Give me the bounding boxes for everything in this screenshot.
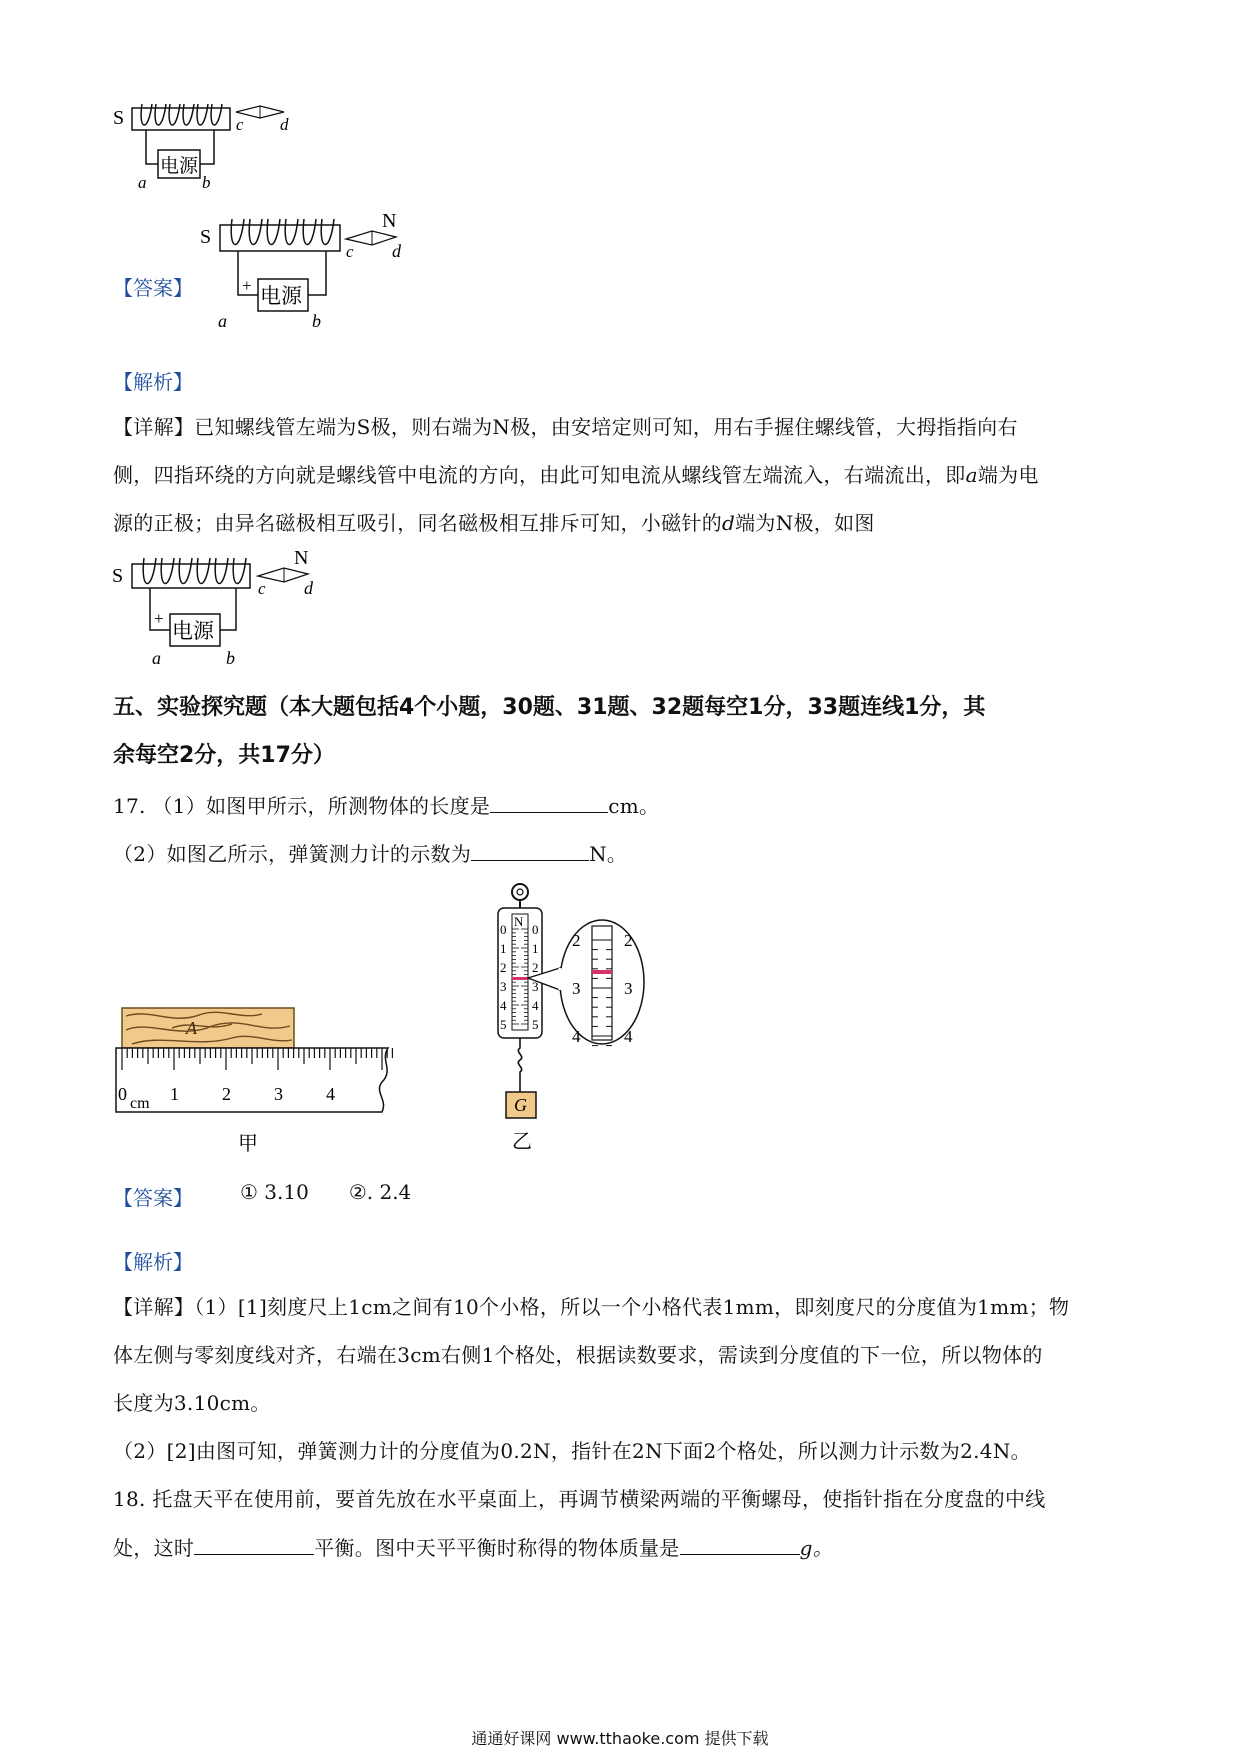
detail-label: 【详解】 <box>113 1295 195 1319</box>
section-heading-line-1: 五、实验探究题（本大题包括4个小题，30题、31题、32题每空1分，33题连线1分，其 <box>113 695 986 720</box>
spring-balance-figure-yi <box>478 882 668 1162</box>
ruler-tick-2: 2 <box>222 1084 231 1104</box>
scale-right-4: 4 <box>532 998 539 1013</box>
zoom-right-2: 2 <box>624 931 633 950</box>
figure-caption-jia: 甲 <box>238 1133 258 1155</box>
q18-text: 处，这时 <box>113 1536 195 1560</box>
zoom-pointer <box>592 970 612 974</box>
q18-text: 平衡。图中天平平衡时称得的物体质量是 <box>314 1536 680 1560</box>
answer-blank <box>194 1534 314 1555</box>
detail-text-line: （1）[1]刻度尺上1cm之间有10个小格，所以一个小格代表1mm，即刻度尺的分度值为1mm；物 <box>194 1295 1070 1319</box>
scale-left-0: 0 <box>500 922 507 937</box>
ruler-tick-3: 3 <box>274 1084 283 1104</box>
zoom-right-4: 4 <box>624 1027 633 1046</box>
terminal-a-label: a <box>152 648 161 668</box>
unit-label: g。 <box>799 1536 834 1560</box>
variable-a: a <box>965 463 978 487</box>
terminal-b-label: b <box>226 648 235 668</box>
q17-detail-3: 长度为3.10cm。 <box>113 1391 271 1415</box>
needle-c-label: c <box>258 579 266 598</box>
detail-text-line: 已知螺线管左端为S极，则右端为N极，由安培定则可知，用右手握住螺线管，大拇指指向右 <box>194 415 1018 439</box>
detail-text-line: 端为N极，如图 <box>735 511 875 535</box>
detail-label: 【详解】 <box>113 415 195 439</box>
zoom-left-3: 3 <box>572 979 581 998</box>
terminal-b-label: b <box>312 311 321 331</box>
needle-d-label: d <box>304 578 313 598</box>
q18-line-1: 18. 托盘天平在使用前，要首先放在水平桌面上，再调节横梁两端的平衡螺母，使指针指在分度盘的中线 <box>113 1487 1046 1511</box>
needle-c-label: c <box>346 242 354 261</box>
object-label-a: A <box>186 1018 197 1038</box>
scale-right-1: 1 <box>532 941 539 956</box>
plus-sign: + <box>154 609 164 628</box>
plus-sign: + <box>242 276 252 295</box>
scale-right-0: 0 <box>532 922 539 937</box>
scale-right-5: 5 <box>532 1017 539 1032</box>
unit-label: cm。 <box>608 794 660 818</box>
terminal-a-label: a <box>218 311 227 331</box>
pole-s-label: S <box>200 226 212 248</box>
ruler-tick-1: 1 <box>170 1084 179 1104</box>
answer-2-value: ②. 2.4 <box>348 1180 412 1204</box>
detail-text-line: 侧，四指环绕的方向就是螺线管中电流的方向，由此可知电流从螺线管左端流入，右端流出，即 <box>113 463 966 487</box>
scale-right-3: 3 <box>532 979 539 994</box>
detail-paragraph-2 <box>113 462 1039 488</box>
answer-values <box>240 1180 411 1204</box>
q17-detail-1 <box>113 1294 1069 1320</box>
ruler-tick-0: 0 <box>118 1084 127 1104</box>
answer-blank <box>490 792 608 813</box>
scale-right-2: 2 <box>532 960 539 975</box>
scale-left-4: 4 <box>500 998 507 1013</box>
answer-1-value: ① 3.10 <box>240 1180 309 1204</box>
detail-paragraph-1 <box>113 414 1018 440</box>
zoom-left-4: 4 <box>572 1027 581 1046</box>
analysis-label: 【解析】 <box>113 1250 193 1274</box>
unit-label: N。 <box>589 842 628 866</box>
answer-blank <box>680 1534 800 1555</box>
power-source-label: 电源 <box>160 156 199 177</box>
q17-part2-text: （2）如图乙所示，弹簧测力计的示数为 <box>113 842 472 866</box>
analysis-label: 【解析】 <box>113 370 193 394</box>
figure-caption-yi: 乙 <box>512 1131 532 1153</box>
ruler-tick-4: 4 <box>326 1084 335 1104</box>
zoom-left-2: 2 <box>572 931 581 950</box>
scale-left-5: 5 <box>500 1017 507 1032</box>
weight-label-g: G <box>514 1095 527 1115</box>
spring-pointer <box>512 977 528 980</box>
answer-label: 【答案】 <box>113 1186 193 1210</box>
scale-left-1: 1 <box>500 941 507 956</box>
section-heading-line-2: 余每空2分，共17分） <box>113 743 335 768</box>
spring-unit-label: N <box>514 914 524 929</box>
power-source-label: 电源 <box>172 619 214 643</box>
scale-left-2: 2 <box>500 960 507 975</box>
pole-n-label: N <box>294 550 309 569</box>
answer-label: 【答案】 <box>113 276 193 300</box>
zoom-right-3: 3 <box>624 979 633 998</box>
q17-detail-2: 体左侧与零刻度线对齐，右端在3cm右侧1个格处，根据读数要求，需读到分度值的下一位，所以物体的 <box>113 1343 1043 1367</box>
q17-part1 <box>113 792 659 819</box>
variable-d: d <box>722 511 736 535</box>
q17-detail-4: （2）[2]由图可知，弹簧测力计的分度值为0.2N，指针在2N下面2个格处，所以测力计示数为2.4N。 <box>113 1439 1031 1463</box>
pole-s-label: S <box>113 107 125 129</box>
pole-s-label: S <box>112 565 124 587</box>
needle-d-label: d <box>392 241 401 261</box>
solenoid-figure-question <box>108 100 338 210</box>
detail-text-line: 源的正极；由异名磁极相互吸引，同名磁极相互排斥可知，小磁针的 <box>113 511 722 535</box>
terminal-a-label: a <box>138 173 147 192</box>
q17-part1-text: 17. （1）如图甲所示，所测物体的长度是 <box>113 794 491 818</box>
needle-d-label: d <box>280 115 289 134</box>
scale-left-3: 3 <box>500 979 507 994</box>
q17-part2 <box>113 840 627 867</box>
needle-c-label: c <box>236 115 244 134</box>
terminal-b-label: b <box>202 173 211 192</box>
detail-paragraph-3 <box>113 510 875 536</box>
power-source-label: 电源 <box>260 284 302 308</box>
q18-line-2 <box>113 1534 833 1561</box>
ruler-unit-cm: cm <box>130 1095 150 1112</box>
page-footer: 通通好课网 www.tthaoke.com 提供下载 <box>471 1729 769 1748</box>
solenoid-figure-analysis <box>108 550 348 675</box>
detail-text-line: 端为电 <box>977 463 1039 487</box>
solenoid-figure-answer <box>198 205 438 345</box>
answer-blank <box>471 840 589 861</box>
pole-n-label: N <box>382 210 397 232</box>
ruler-figure-jia <box>112 1000 402 1160</box>
